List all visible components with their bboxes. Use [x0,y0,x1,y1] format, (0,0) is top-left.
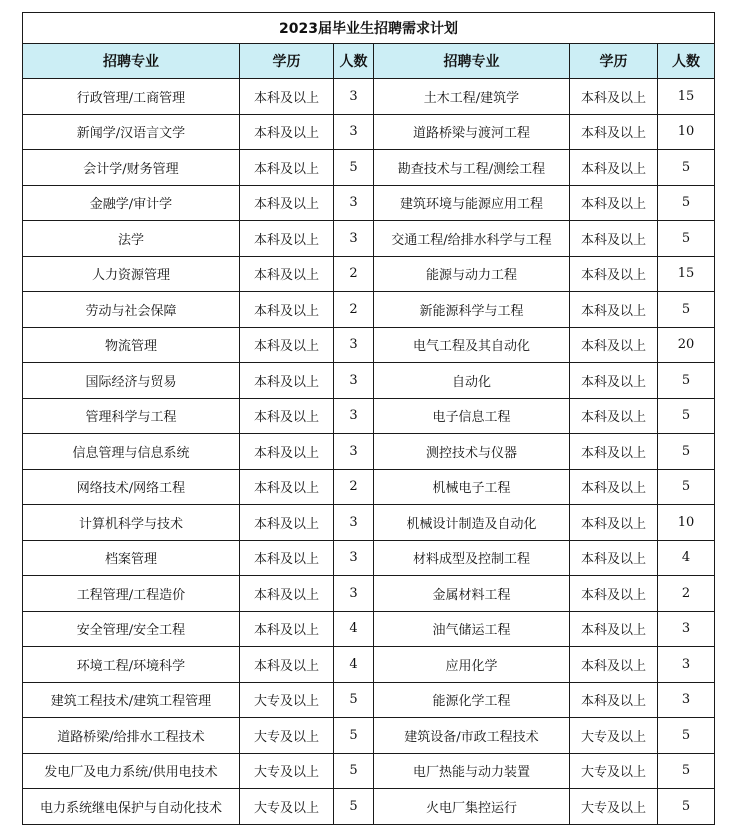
cell-major-right: 新能源科学与工程 [374,292,570,328]
cell-count-right: 4 [658,540,715,576]
cell-count-left: 3 [334,434,374,470]
cell-degree-left: 本科及以上 [240,150,334,186]
cell-major-left: 国际经济与贸易 [23,363,240,399]
cell-major-left: 物流管理 [23,327,240,363]
cell-degree-left: 大专及以上 [240,789,334,825]
cell-degree-right: 大专及以上 [570,753,658,789]
cell-major-right: 材料成型及控制工程 [374,540,570,576]
cell-count-right: 5 [658,469,715,505]
cell-degree-left: 大专及以上 [240,682,334,718]
cell-major-right: 交通工程/给排水科学与工程 [374,221,570,257]
cell-major-right: 建筑环境与能源应用工程 [374,185,570,221]
cell-degree-right: 本科及以上 [570,363,658,399]
table-row [23,540,715,576]
table-row [23,79,715,115]
cell-degree-right: 本科及以上 [570,221,658,257]
cell-degree-right: 本科及以上 [570,576,658,612]
cell-count-left: 3 [334,505,374,541]
cell-count-right: 10 [658,505,715,541]
cell-major-right: 建筑设备/市政工程技术 [374,718,570,754]
cell-count-left: 5 [334,150,374,186]
cell-degree-left: 本科及以上 [240,327,334,363]
cell-count-right: 20 [658,327,715,363]
cell-major-left: 计算机科学与技术 [23,505,240,541]
cell-count-left: 5 [334,789,374,825]
cell-degree-left: 本科及以上 [240,434,334,470]
recruitment-plan-table [22,12,715,825]
cell-degree-left: 本科及以上 [240,469,334,505]
header-degree-left: 学历 [240,44,334,79]
header-count-right: 人数 [658,44,715,79]
table-row [23,753,715,789]
cell-major-left: 管理科学与工程 [23,398,240,434]
cell-degree-left: 本科及以上 [240,256,334,292]
cell-count-left: 5 [334,682,374,718]
title-row [23,13,715,44]
cell-degree-right: 本科及以上 [570,79,658,115]
cell-major-right: 道路桥梁与渡河工程 [374,114,570,150]
cell-degree-right: 本科及以上 [570,327,658,363]
cell-major-right: 能源与动力工程 [374,256,570,292]
cell-major-left: 档案管理 [23,540,240,576]
cell-count-left: 3 [334,398,374,434]
table-row [23,682,715,718]
cell-degree-right: 本科及以上 [570,114,658,150]
cell-degree-right: 本科及以上 [570,611,658,647]
cell-count-left: 3 [334,114,374,150]
cell-count-right: 5 [658,363,715,399]
table-row [23,185,715,221]
cell-degree-right: 本科及以上 [570,256,658,292]
cell-major-right: 机械设计制造及自动化 [374,505,570,541]
table-row [23,114,715,150]
table-row [23,469,715,505]
cell-major-right: 自动化 [374,363,570,399]
cell-count-right: 15 [658,79,715,115]
table-row [23,398,715,434]
table-row [23,363,715,399]
cell-count-left: 3 [334,221,374,257]
table-row [23,611,715,647]
header-degree-right: 学历 [570,44,658,79]
cell-degree-right: 本科及以上 [570,469,658,505]
cell-degree-left: 本科及以上 [240,185,334,221]
cell-major-left: 道路桥梁/给排水工程技术 [23,718,240,754]
cell-degree-right: 本科及以上 [570,292,658,328]
cell-major-left: 电力系统继电保护与自动化技术 [23,789,240,825]
cell-count-left: 3 [334,363,374,399]
cell-count-left: 3 [334,185,374,221]
cell-degree-right: 本科及以上 [570,682,658,718]
cell-major-right: 能源化学工程 [374,682,570,718]
cell-count-left: 2 [334,256,374,292]
cell-major-left: 安全管理/安全工程 [23,611,240,647]
cell-degree-right: 本科及以上 [570,185,658,221]
cell-degree-left: 本科及以上 [240,611,334,647]
cell-major-left: 建筑工程技术/建筑工程管理 [23,682,240,718]
cell-degree-right: 本科及以上 [570,505,658,541]
cell-count-left: 3 [334,540,374,576]
cell-major-right: 电厂热能与动力装置 [374,753,570,789]
cell-count-left: 2 [334,469,374,505]
cell-count-right: 3 [658,682,715,718]
cell-degree-left: 本科及以上 [240,292,334,328]
table-row [23,647,715,683]
cell-count-right: 5 [658,398,715,434]
table-body [23,79,715,825]
cell-major-left: 劳动与社会保障 [23,292,240,328]
header-major-left: 招聘专业 [23,44,240,79]
table-row [23,150,715,186]
table-row [23,576,715,612]
cell-major-left: 环境工程/环境科学 [23,647,240,683]
header-row [23,44,715,79]
cell-major-right: 应用化学 [374,647,570,683]
cell-major-right: 电气工程及其自动化 [374,327,570,363]
cell-count-right: 2 [658,576,715,612]
cell-major-left: 法学 [23,221,240,257]
cell-count-left: 3 [334,576,374,612]
cell-degree-right: 本科及以上 [570,398,658,434]
header-count-left: 人数 [334,44,374,79]
table-row [23,256,715,292]
cell-major-right: 火电厂集控运行 [374,789,570,825]
cell-degree-left: 本科及以上 [240,647,334,683]
cell-count-left: 4 [334,611,374,647]
table-row [23,327,715,363]
cell-degree-left: 本科及以上 [240,363,334,399]
cell-count-right: 5 [658,221,715,257]
cell-major-left: 信息管理与信息系统 [23,434,240,470]
cell-degree-right: 本科及以上 [570,434,658,470]
table-row [23,789,715,825]
cell-degree-left: 本科及以上 [240,576,334,612]
cell-degree-right: 大专及以上 [570,789,658,825]
cell-count-left: 5 [334,718,374,754]
cell-major-left: 工程管理/工程造价 [23,576,240,612]
table-row [23,434,715,470]
cell-degree-left: 本科及以上 [240,398,334,434]
cell-count-left: 2 [334,292,374,328]
cell-major-left: 会计学/财务管理 [23,150,240,186]
cell-major-right: 测控技术与仪器 [374,434,570,470]
cell-major-left: 金融学/审计学 [23,185,240,221]
cell-major-left: 行政管理/工商管理 [23,79,240,115]
cell-degree-right: 本科及以上 [570,647,658,683]
cell-count-left: 4 [334,647,374,683]
cell-degree-left: 本科及以上 [240,79,334,115]
cell-count-right: 5 [658,150,715,186]
cell-count-right: 5 [658,718,715,754]
cell-count-right: 5 [658,789,715,825]
cell-count-left: 3 [334,327,374,363]
cell-degree-left: 本科及以上 [240,540,334,576]
cell-count-right: 3 [658,611,715,647]
cell-major-left: 新闻学/汉语言文学 [23,114,240,150]
cell-major-right: 勘查技术与工程/测绘工程 [374,150,570,186]
cell-major-left: 发电厂及电力系统/供用电技术 [23,753,240,789]
cell-major-right: 机械电子工程 [374,469,570,505]
cell-count-left: 3 [334,79,374,115]
table-row [23,718,715,754]
cell-degree-left: 大专及以上 [240,753,334,789]
cell-count-left: 5 [334,753,374,789]
cell-major-right: 金属材料工程 [374,576,570,612]
cell-count-right: 5 [658,292,715,328]
cell-degree-right: 大专及以上 [570,718,658,754]
cell-degree-right: 本科及以上 [570,150,658,186]
cell-major-left: 人力资源管理 [23,256,240,292]
cell-major-left: 网络技术/网络工程 [23,469,240,505]
cell-major-right: 油气储运工程 [374,611,570,647]
table-row [23,505,715,541]
cell-major-right: 土木工程/建筑学 [374,79,570,115]
cell-count-right: 5 [658,753,715,789]
cell-count-right: 5 [658,185,715,221]
cell-count-right: 3 [658,647,715,683]
cell-count-right: 10 [658,114,715,150]
cell-degree-left: 本科及以上 [240,221,334,257]
table-row [23,292,715,328]
cell-degree-right: 本科及以上 [570,540,658,576]
cell-degree-left: 大专及以上 [240,718,334,754]
cell-degree-left: 本科及以上 [240,114,334,150]
header-major-right: 招聘专业 [374,44,570,79]
table-title: 2023届毕业生招聘需求计划 [23,13,715,44]
cell-degree-left: 本科及以上 [240,505,334,541]
table-row [23,221,715,257]
cell-major-right: 电子信息工程 [374,398,570,434]
cell-count-right: 5 [658,434,715,470]
cell-count-right: 15 [658,256,715,292]
